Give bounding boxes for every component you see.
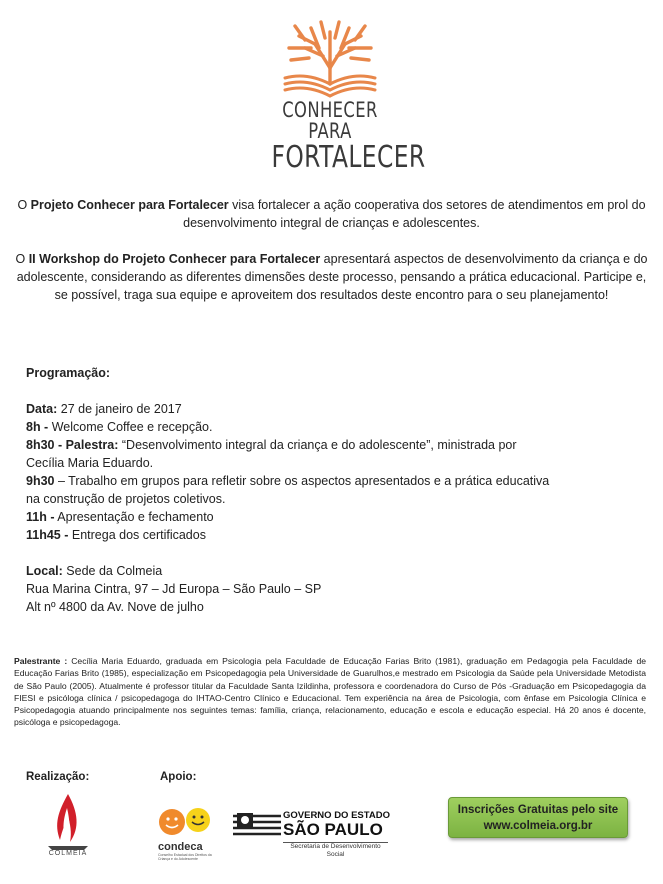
sp-line2: SÃO PAULO: [283, 820, 383, 839]
workshop-name: II Workshop do Projeto Conhecer para Fortalecer: [28, 252, 321, 266]
colmeia-text: COLMEIA: [48, 850, 88, 857]
smiley-faces-icon: [150, 806, 225, 838]
sp-line4: Social: [326, 851, 345, 858]
sao-paulo-government-logo: [233, 806, 393, 860]
program-item: 11h45 - Entrega dos certificados: [26, 528, 206, 542]
sp-flag-icon: [233, 810, 281, 840]
realizacao-label: Realização:: [26, 771, 90, 783]
intro-section: [10, 196, 653, 322]
book-tree-icon: [275, 18, 385, 98]
program-title: Programação:: [26, 366, 111, 380]
program-item: 8h30 - Palestra: “Desenvolvimento integral da criança e do adolescente”, ministrada por: [26, 438, 517, 452]
program-address: Rua Marina Cintra, 97 – Jd Europa – São Paulo – SP: [26, 582, 322, 596]
logo-text-line2: FORTALECER: [271, 140, 426, 175]
sp-line1: GOVERNO DO ESTADO: [283, 810, 390, 821]
speaker-label: Palestrante :: [14, 656, 68, 666]
cta-url: www.colmeia.org.br: [483, 820, 593, 832]
program-item-continued: Cecília Maria Eduardo.: [26, 456, 154, 470]
intro-paragraph-1: O Projeto Conhecer para Fortalecer visa fortalecer a ação cooperativa dos setores de atendimentos em prol do desenvolvimento integral de crianças e adolescentes.: [17, 198, 646, 230]
program-item: 8h - Welcome Coffee e recepção.: [26, 420, 213, 434]
free-registration-button[interactable]: [448, 797, 628, 838]
apoio-label: Apoio:: [160, 771, 197, 783]
project-logo: [255, 18, 426, 175]
program-item-continued: na construção de projetos coletivos.: [26, 492, 226, 506]
logo-text-line1: CONHECER PARA: [282, 98, 378, 143]
condeca-logo: [150, 806, 225, 861]
intro-paragraph-2: O II Workshop do Projeto Conhecer para Fortalecer apresentará aspectos de desenvolvimento da criança e do adolescente, considerando as diferentes dimensões deste processo, pensando a prática educacional. Participe e, se possível, traga sua equipe e aproveitem dos resultados deste encontro para o seu planejamento!: [15, 252, 648, 302]
program-date: Data: 27 de janeiro de 2017: [26, 402, 182, 416]
program-section: [26, 364, 626, 616]
condeca-subtext: Conselho Estadual dos Direitos da Criança e do Adolescente: [158, 853, 212, 861]
program-item: 9h30 – Trabalho em grupos para refletir sobre os aspectos apresentados e a prática educativa: [26, 474, 550, 488]
speaker-bio: [14, 655, 646, 729]
program-item: 11h - Apresentação e fechamento: [26, 510, 214, 524]
program-location: Local: Sede da Colmeia: [26, 564, 163, 578]
speaker-bio-text: Cecília Maria Eduardo, graduada em Psicologia pela Faculdade de Educação Farias Brito (1981), graduação em Pedagogia pela Faculdade de Educação Farias Brito (1985), especialização em Psicopedagogia pela Universidade de Guarulhos,e mestrado em Psicologia da Saúde pela Universidade Metodista de São Paulo (2005). Atualmente é professor titular da Faculdade Santa Izildinha, professora e coordenadora do Curso de Pós -Graduação em Psicopedagogia da FIESI e psicóloga clínica / psicopedagoga do IHTAO-Centro Clínico e Educacional. Tem experiência na área de Psicologia, com ênfase em Psicologia Clínica e Psicopedagogia atuando principalmente nos seguintes temas: família, criança, relacionamento, educação e escola e educação especial. Há 20 anos é docente, psicóloga e psicopedagoga.: [14, 656, 647, 728]
cta-line1: Inscrições Gratuitas pelo site: [457, 804, 619, 816]
program-address-reference: Alt nº 4800 da Av. Nove de julho: [26, 600, 204, 614]
sp-line3: Secretaria de Desenvolvimento: [290, 843, 381, 850]
project-name: Projeto Conhecer para Fortalecer: [30, 198, 229, 212]
colmeia-logo: [40, 790, 96, 860]
condeca-text: condeca: [158, 841, 203, 853]
